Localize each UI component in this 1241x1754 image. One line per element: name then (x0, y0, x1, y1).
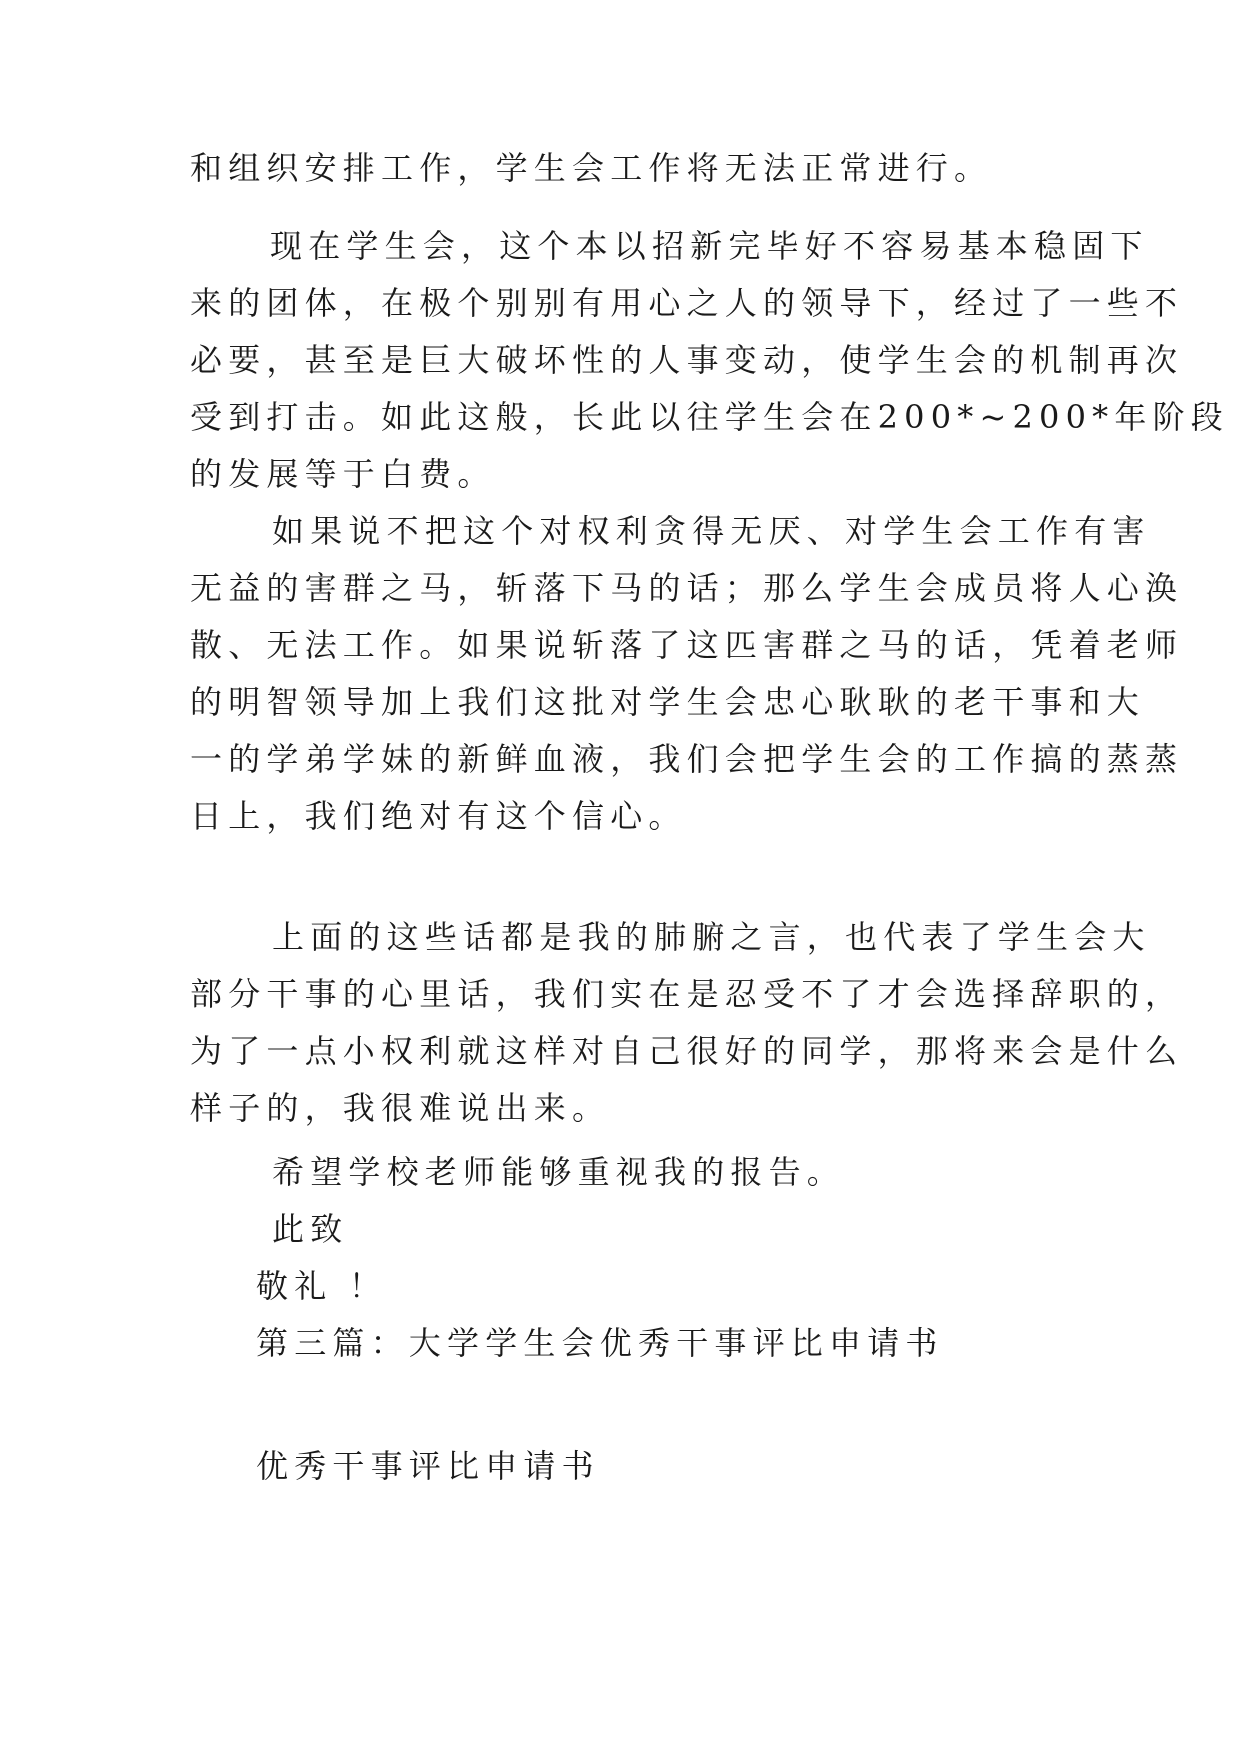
closing-hope: 希望学校老师能够重视我的报告。 (272, 1153, 846, 1191)
paragraph-line: 和组织安排工作，学生会工作将无法正常进行。 (190, 149, 993, 187)
paragraph-line: 一的学弟学妹的新鲜血液，我们会把学生会的工作搞的蒸蒸 (190, 740, 1184, 778)
section-title: 优秀干事评比申请书 (256, 1447, 600, 1485)
closing-regards: 敬礼 ！ (256, 1267, 387, 1305)
paragraph-line: 受到打击。如此这般，长此以往学生会在200*~200*年阶段 (190, 398, 1229, 436)
paragraph-line: 样子的，我很难说出来。 (190, 1089, 611, 1127)
paragraph-line: 为了一点小权利就这样对自己很好的同学，那将来会是什么 (190, 1032, 1184, 1070)
paragraph-line: 上面的这些话都是我的肺腑之言，也代表了学生会大 (272, 918, 1151, 956)
paragraph-line: 散、无法工作。如果说斩落了这匹害群之马的话，凭着老师 (190, 626, 1184, 664)
paragraph-line: 来的团体，在极个别别有用心之人的领导下，经过了一些不 (190, 284, 1184, 322)
section-heading: 第三篇：大学学生会优秀干事评比申请书 (256, 1324, 944, 1362)
paragraph-line: 现在学生会，这个本以招新完毕好不容易基本稳固下 (270, 227, 1149, 265)
closing-salutation: 此致 (272, 1210, 349, 1248)
paragraph-line: 必要，甚至是巨大破坏性的人事变动，使学生会的机制再次 (190, 341, 1184, 379)
paragraph-line: 的发展等于白费。 (190, 455, 496, 493)
paragraph-line: 的明智领导加上我们这批对学生会忠心耿耿的老干事和大 (190, 683, 1146, 721)
paragraph-line: 日上，我们绝对有这个信心。 (190, 797, 687, 835)
paragraph-line: 无益的害群之马，斩落下马的话；那么学生会成员将人心涣 (190, 569, 1184, 607)
paragraph-line: 如果说不把这个对权利贪得无厌、对学生会工作有害 (272, 512, 1151, 550)
paragraph-line: 部分干事的心里话，我们实在是忍受不了才会选择辞职的， (190, 975, 1184, 1013)
